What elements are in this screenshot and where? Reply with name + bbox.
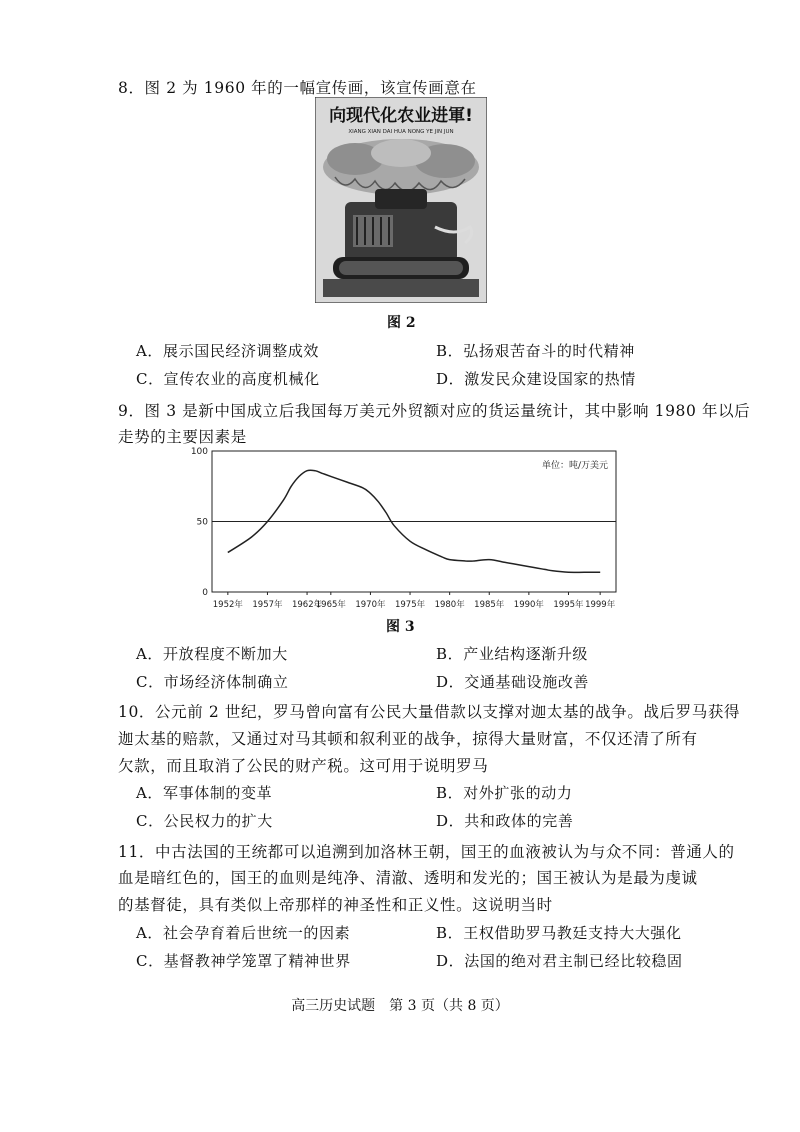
q11-stem-line1: 11．中古法国的王统都可以追溯到加洛林王朝，国王的血液被认为与众不同：普通人的: [118, 843, 735, 861]
tractor-illustration: [323, 189, 479, 297]
chart-unit-label: 单位：吨/万美元: [541, 461, 608, 471]
x-tick-label: 1970年: [355, 600, 386, 610]
q8-option-c[interactable]: C．宣传农业的高度机械化: [136, 370, 320, 388]
q11-stem-line3: 的基督徒，具有类似上帝那样的神圣性和正义性。这说明当时: [118, 896, 553, 914]
q8-stem: 8．图 2 为 1960 年的一幅宣传画，该宣传画意在: [118, 79, 477, 97]
q10-option-d[interactable]: D．共和政体的完善: [436, 812, 574, 830]
x-tick-label: 1957年: [252, 600, 283, 610]
figure-2-caption: 图 2: [387, 315, 416, 331]
y-tick-label: 100: [190, 447, 208, 457]
q9-option-a[interactable]: A．开放程度不断加大: [136, 645, 288, 663]
figure-3-caption: 图 3: [386, 619, 415, 635]
freight-volume-chart: [190, 446, 622, 618]
x-tick-label: 1995年: [553, 600, 584, 610]
q8-option-a[interactable]: A．展示国民经济调整成效: [136, 342, 320, 360]
q10-stem-line3: 欠款，而且取消了公民的财产税。这可用于说明罗马: [118, 757, 489, 775]
q11-option-b[interactable]: B．王权借助罗马教廷支持大大强化: [436, 924, 682, 942]
q9-option-b[interactable]: B．产业结构逐渐升级: [436, 645, 589, 663]
q10-stem-line1: 10．公元前 2 世纪，罗马曾向富有公民大量借款以支撑对迦太基的战争。战后罗马获得: [118, 703, 741, 721]
q9-stem-line2: 走势的主要因素是: [118, 428, 247, 446]
q9-option-d[interactable]: D．交通基础设施改善: [436, 673, 590, 691]
q10-stem-line2: 迦太基的赔款，又通过对马其顿和叙利亚的战争，掠得大量财富，不仅还清了所有: [118, 730, 698, 748]
x-tick-label: 1980年: [434, 600, 465, 610]
x-tick-label: 1975年: [394, 600, 426, 610]
propaganda-poster-image: [315, 97, 487, 303]
q9-stem-line1: 9．图 3 是新中国成立后我国每万美元外贸额对应的货运量统计，其中影响 1980 年以后: [118, 402, 751, 420]
x-tick-label: 1952年: [212, 600, 243, 610]
y-tick-label: 50: [196, 517, 208, 528]
q10-option-b[interactable]: B．对外扩张的动力: [436, 784, 573, 802]
x-tick-label: 1985年: [474, 600, 505, 610]
y-tick-label: 0: [202, 588, 208, 598]
grain-heads-illustration: [323, 139, 479, 195]
x-tick-label: 1965年: [315, 600, 346, 610]
q11-option-a[interactable]: A．社会孕育着后世统一的因素: [136, 924, 351, 942]
x-tick-label: 1990年: [513, 600, 544, 610]
q11-stem-line2: 血是暗红色的，国王的血则是纯净、清澈、透明和发光的；国王被认为是最为虔诚: [118, 869, 698, 887]
q11-option-d[interactable]: D．法国的绝对君主制已经比较稳固: [436, 952, 683, 970]
q9-option-c[interactable]: C．市场经济体制确立: [136, 673, 289, 691]
q8-option-b[interactable]: B．弘扬艰苦奋斗的时代精神: [436, 342, 635, 360]
poster-pinyin: XIANG XIAN DAI HUA NONG YE JIN JUN: [348, 129, 454, 135]
q8-option-d[interactable]: D．激发民众建设国家的热情: [436, 370, 636, 388]
x-tick-label: 1962年: [291, 600, 323, 610]
page-footer: 高三历史试题 第 3 页（共 8 页）: [291, 998, 509, 1014]
q10-option-a[interactable]: A．军事体制的变革: [136, 784, 273, 802]
x-tick-label: 1999年: [585, 600, 616, 610]
q11-option-c[interactable]: C．基督教神学笼罩了精神世界: [136, 952, 351, 970]
poster-title: 向现代化农业进軍!: [329, 106, 473, 126]
q10-option-c[interactable]: C．公民权力的扩大: [136, 812, 273, 830]
